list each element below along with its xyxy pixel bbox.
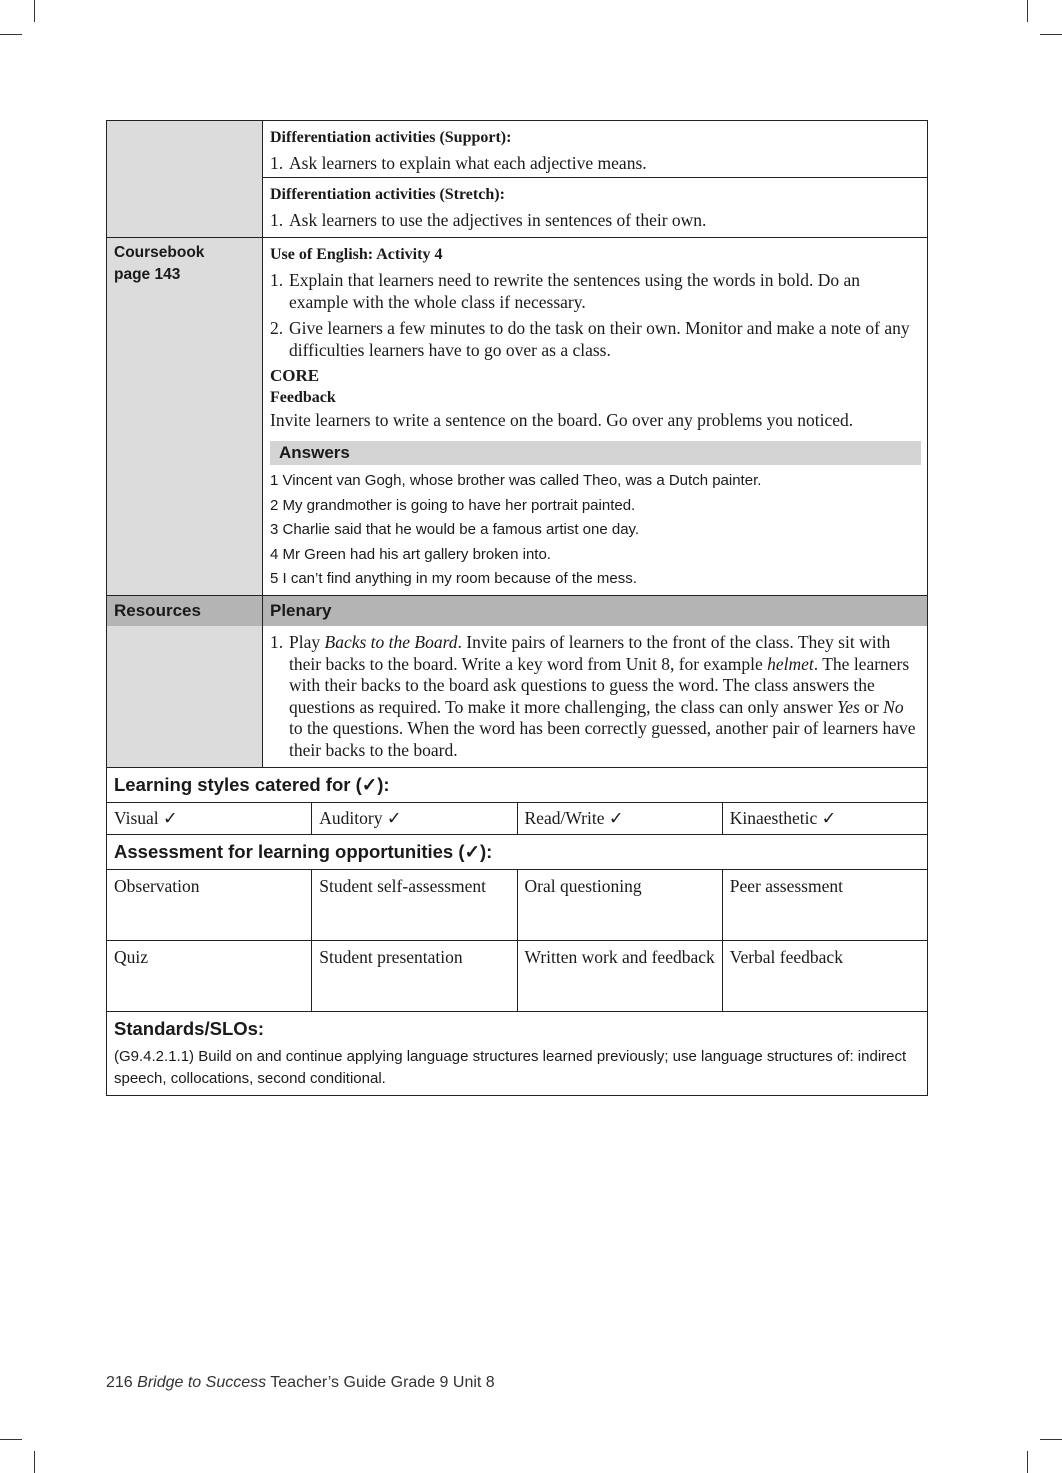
resources-heading: Resources bbox=[114, 600, 201, 620]
answer-item: 4 Mr Green had his art gallery broken into. bbox=[270, 545, 551, 563]
assessment-item: Written work and feedback bbox=[518, 941, 723, 1011]
plenary-item bbox=[270, 632, 921, 762]
page-footer bbox=[106, 1374, 495, 1392]
feedback-label: Feedback bbox=[270, 389, 336, 406]
activity-step: 1. Explain that learners need to rewrite the sentences using the words in bold. Do an example with the whole class if necessary. bbox=[270, 269, 921, 313]
assessment-section bbox=[107, 834, 927, 1011]
support-heading: Differentiation activities (Support): bbox=[270, 129, 512, 146]
assessment-item: Verbal feedback bbox=[729, 946, 843, 967]
answer-item: 3 Charlie said that he would be a famous artist one day. bbox=[270, 521, 640, 539]
learning-styles-section bbox=[107, 767, 927, 834]
crop-mark bbox=[0, 1439, 22, 1440]
empty-left-cell bbox=[107, 626, 263, 767]
differentiation-row bbox=[107, 121, 927, 237]
learning-style-visual: Visual ✓ bbox=[107, 803, 312, 834]
coursebook-content bbox=[263, 238, 927, 595]
assessment-row bbox=[107, 869, 927, 940]
plenary-content bbox=[263, 626, 927, 767]
learning-style-kinaesthetic: Kinaesthetic ✓ bbox=[729, 807, 837, 828]
footer-subtitle: Teacher’s Guide Grade 9 Unit 8 bbox=[270, 1374, 495, 1391]
book-title: Bridge to Success bbox=[137, 1374, 267, 1391]
plenary-header-row bbox=[107, 595, 927, 626]
answer-item: 5 I can’t find anything in my room because of the mess. bbox=[270, 570, 637, 588]
standards-title: Standards/SLOs: bbox=[114, 1017, 265, 1039]
activity-step: 2. Give learners a few minutes to do the task on their own. Monitor and make a note of any difficulties learners have to go over as a class. bbox=[270, 317, 921, 361]
standards-text: (G9.4.2.1.1) Build on and continue applying language structures learned previously; use language structures of: indirect speech, collocations, second conditional. bbox=[114, 1047, 907, 1087]
coursebook-label-cell bbox=[107, 238, 263, 595]
assessment-row bbox=[107, 940, 927, 1011]
support-item-text: Ask learners to explain what each adjective means. bbox=[289, 153, 647, 173]
coursebook-label: Coursebook bbox=[114, 244, 205, 261]
empty-left-cell bbox=[107, 121, 263, 237]
stretch-item-text: Ask learners to use the adjectives in sentences of their own. bbox=[289, 210, 707, 230]
coursebook-page: page 143 bbox=[114, 266, 181, 283]
learning-styles-title: Learning styles catered for (✓): bbox=[114, 773, 390, 795]
differentiation-cell bbox=[263, 121, 927, 237]
coursebook-row bbox=[107, 237, 927, 595]
answers-heading: Answers bbox=[270, 441, 921, 465]
stretch-heading: Differentiation activities (Stretch): bbox=[270, 186, 505, 203]
learning-styles-grid bbox=[107, 802, 927, 834]
crop-mark bbox=[1040, 1439, 1062, 1440]
activity-step-text: Give learners a few minutes to do the task on their own. Monitor and make a note of any difficulties learners have to go over as a class. bbox=[289, 318, 910, 360]
crop-mark bbox=[1027, 1451, 1028, 1473]
assessment-item: Student presentation bbox=[312, 941, 517, 1011]
stretch-item: 1. Ask learners to use the adjectives in sentences of their own. bbox=[270, 209, 921, 231]
assessment-item: Oral questioning bbox=[518, 870, 723, 940]
assessment-item: Observation bbox=[107, 870, 312, 940]
support-block bbox=[263, 121, 927, 177]
crop-mark bbox=[1040, 34, 1062, 35]
no-word: No bbox=[883, 696, 904, 717]
plenary-text: . The learners with their backs to the board ask questions to guess the word. The class answers the questions as required. To make it more challenging, the class can only answer bbox=[289, 653, 910, 717]
feedback-text: Invite learners to write a sentence on the board. Go over any problems you noticed. bbox=[270, 410, 854, 430]
plenary-item-number: 1. bbox=[270, 631, 284, 652]
example-word: helmet bbox=[767, 653, 814, 674]
learning-style-read-write: Read/Write ✓ bbox=[518, 803, 723, 834]
assessment-item: Quiz bbox=[107, 941, 312, 1011]
plenary-text: to the questions. When the word has been correctly guessed, another pair of learners have their backs to the board. bbox=[289, 718, 916, 760]
game-name: Backs to the Board bbox=[324, 631, 458, 652]
core-label: CORE bbox=[270, 366, 320, 385]
assessment-item: Peer assessment bbox=[729, 875, 843, 896]
plenary-text: or bbox=[859, 696, 884, 717]
answer-item: 2 My grandmother is going to have her portrait painted. bbox=[270, 496, 636, 514]
standards-section bbox=[107, 1011, 927, 1095]
learning-style-auditory: Auditory ✓ bbox=[312, 803, 517, 834]
assessment-title: Assessment for learning opportunities (✓): bbox=[114, 840, 493, 862]
stretch-block bbox=[263, 177, 927, 237]
lesson-plan-table bbox=[106, 120, 928, 1096]
crop-mark bbox=[34, 0, 35, 22]
plenary-row bbox=[107, 626, 927, 767]
activity-step-text: Explain that learners need to rewrite the sentences using the words in bold. Do an example with the whole class if necessary. bbox=[289, 270, 861, 312]
crop-mark bbox=[1027, 0, 1028, 22]
crop-mark bbox=[34, 1451, 35, 1473]
support-item: 1. Ask learners to explain what each adjective means. bbox=[270, 152, 921, 174]
plenary-text: . Invite pairs of learners to the front of the class. They sit with their backs to the board. Write a key word from Unit 8, for example bbox=[289, 631, 891, 674]
assessment-item: Student self-assessment bbox=[312, 870, 517, 940]
answer-item: 1 Vincent van Gogh, whose brother was called Theo, was a Dutch painter. bbox=[270, 472, 762, 489]
yes-word: Yes bbox=[837, 696, 860, 717]
activity-heading: Use of English: Activity 4 bbox=[270, 246, 443, 263]
page-number: 216 bbox=[106, 1374, 133, 1391]
plenary-heading: Plenary bbox=[270, 600, 332, 620]
plenary-text: Play bbox=[289, 631, 325, 652]
crop-mark bbox=[0, 34, 22, 35]
